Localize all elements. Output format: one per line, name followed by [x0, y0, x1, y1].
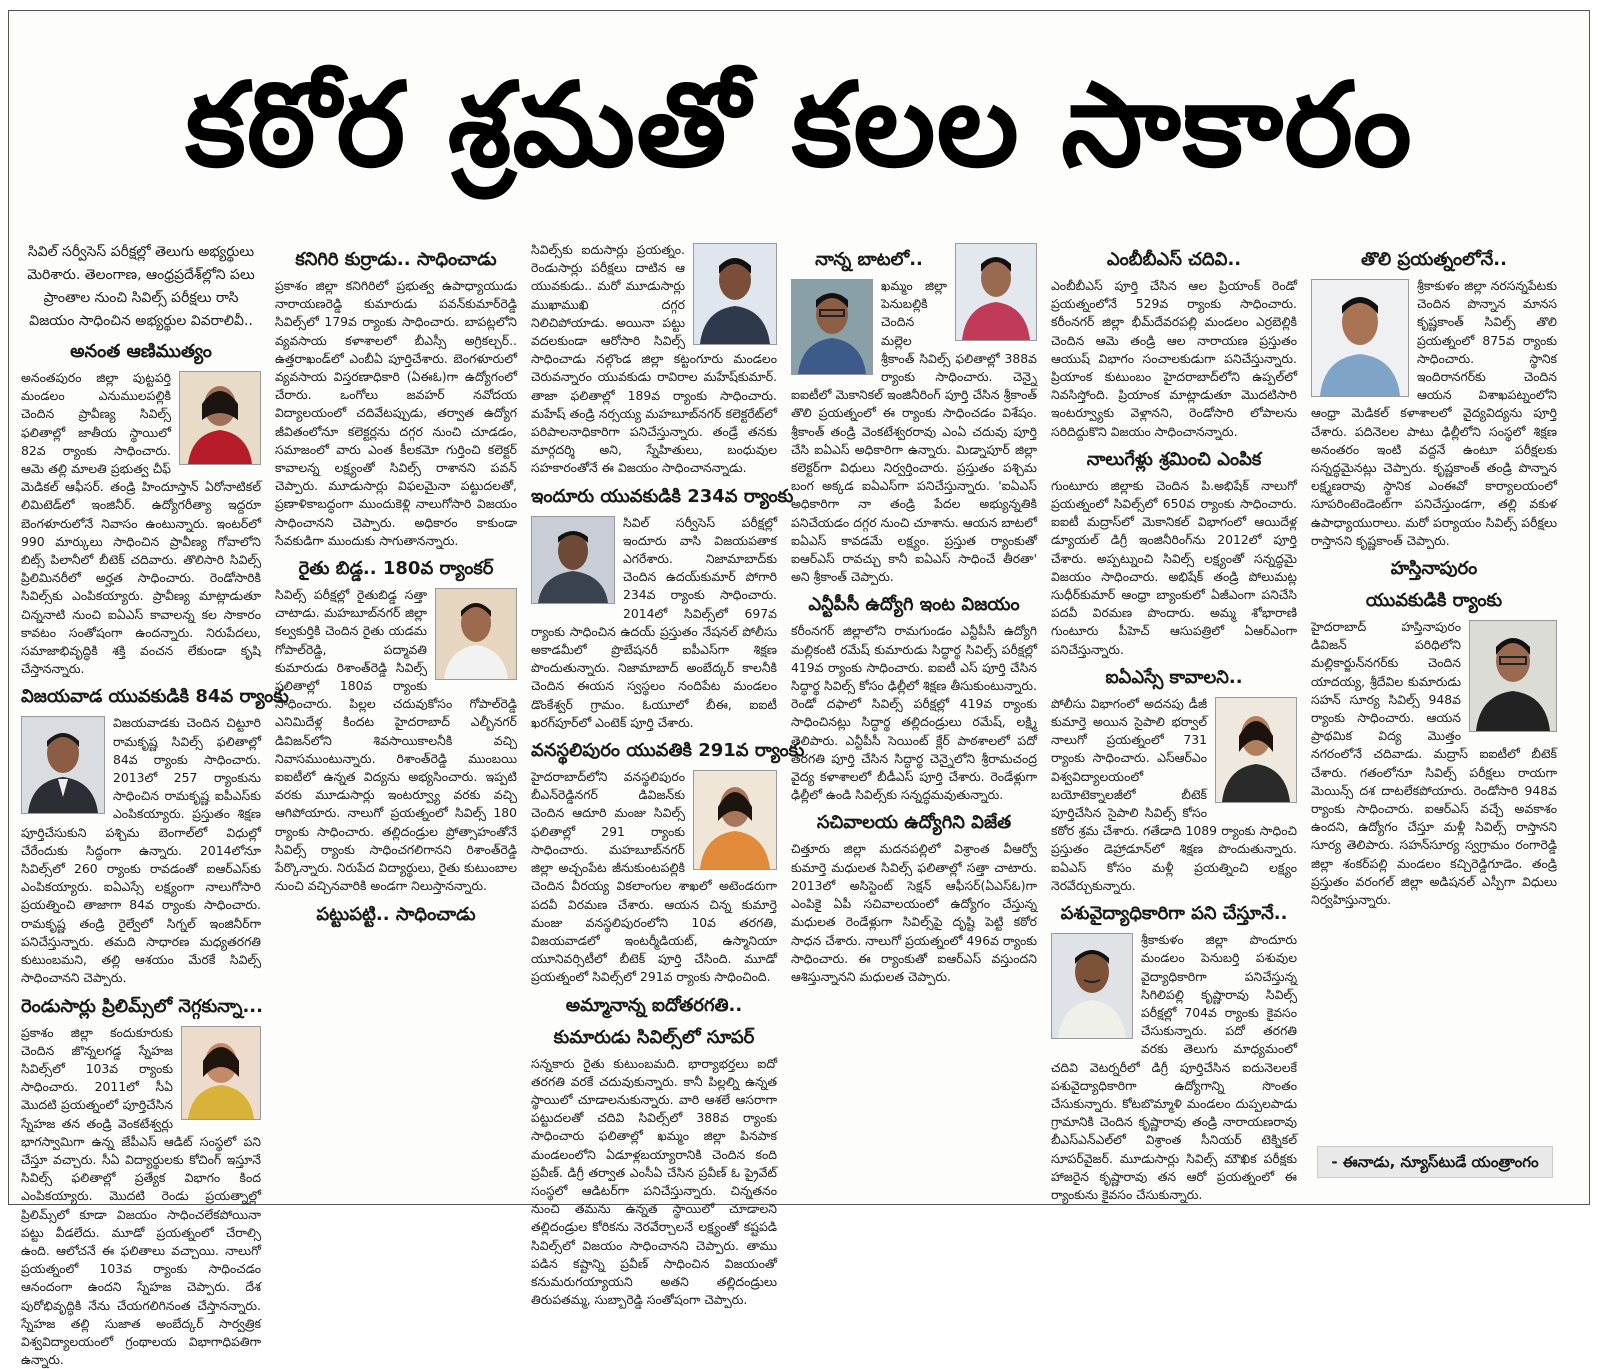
credit-line: - ఈనాడు, న్యూస్‌టుడే యంత్రాంగం — [1317, 1146, 1553, 1178]
column-5 — [1051, 241, 1297, 1201]
newspaper-page — [8, 10, 1590, 1205]
article-body: ఎంబీబీఎస్ పూర్తి చేసిన ఆల ప్రియాంక్ రెండో ప్రయత్నంలోనే 529వ ర్యాంకు సాధించారు. కరీంనగర్ జిల్లా భీమ్‌దేవరపల్లి మండలం ఎర్రబెల్లికి చెందిన ఆమె తండ్రి ఆల నారాయణ ప్రస్తుతం ఆయుష్ విభాగం సంచాలకుడుగా పనిచేస్తున్నారు. ప్రియాంక కుటుంబం హైదరాబాద్‌లోని ఉప్పల్‌లో నివసిస్తోంది. ప్రియాంక మాట్లాడుతూ మొదటిసారి ఇంటర్వ్యూకు వెళ్లానని, రెండోసారి లోపాలను సరిదిద్దుకొని విజయం సాధించానన్నారు. — [1051, 277, 1297, 441]
article-body: హైదరాబాద్ హస్తినాపురం డివిజన్ పరిధిలోని మల్లికార్జున్‌నగర్‌కు చెందిన యాదయ్య, శ్రీదేవిల కుమారుడు సహన్ సూర్య సివిల్స్ 948వ ర్యాంకు సాధించారు. ఆయన ప్రాథమిక విద్య మొత్తం నగరంలోనే చదివాడు. మద్రాస్ ఐఐటీలో బీటెక్ చేశారు. గతంలోనూ సివిల్స్ పరీక్షలు రాయగా మెయిన్స్ దశ దాటలేకపోయారు. రెండోసారి 948వ ర్యాంకు సాధించారు. ఐఆర్ఎస్ వచ్చే అవకాశం ఉందని, ఉద్యోగం చేస్తూ మళ్లీ సివిల్స్ రాస్తానని సూర్య తెలిపారు. సహన్‌సూర్య స్వగ్రామం రంగారెడ్డి జిల్లా శంకర్‌పల్లి మండలం కచ్చిరెడ్డిగూడెం. తండ్రి ప్రస్తుతం వరంగల్ జిల్లా అడిషనల్ ఎస్పీగా విధులు నిర్వహిస్తున్నారు. — [1311, 618, 1557, 909]
section-title: రెండుసార్లు ప్రిలిమ్స్‌లో నెగ్గకున్నా... — [21, 994, 261, 1020]
column-6 — [1311, 241, 1557, 1136]
section-title: రైతు బిడ్డ.. 180వ ర్యాంకర్ — [275, 556, 517, 582]
portrait-photo — [435, 588, 517, 680]
portrait-photo — [693, 243, 777, 345]
section-title: ఎన్టీపీసీ ఉద్యోగి ఇంట విజయం — [791, 592, 1037, 618]
article-body: శ్రీకాకుళం జిల్లా నరసన్నపేటకు చెందిన పొన్నాన మానస కృష్ణకాంత్ సివిల్స్ తొలి ప్రయత్నంలో 875వ ర్యాంకు సాధించారు. స్థానిక ఇందిరానగర్‌కు చెందిన ఆయన విశాఖపట్నంలోని ఆంధ్రా మెడికల్ కళాశాలలో వైద్యవిద్యను పూర్తి చేశారు. పదినెలల పాటు ఢిల్లీలోని సంస్థలో శిక్షణ అనంతరం ఇంటి వద్దనే ఉంటూ పరీక్షలకు సన్నద్ధమైనట్లు చెప్పారు. కృష్ణకాంత్ తండ్రి పొన్నాన లక్ష్మణరావు స్థానిక ఎంఈవో కార్యాలయంలో సూపరింటెండెంట్‌గా పనిచేస్తుండగా, తల్లి వకుళ ఉపాధ్యాయురాలు. మరో పర్యాయం సివిల్స్ పరీక్షలు రాస్తానని కృష్ణకాంత్ చెప్పారు. — [1311, 277, 1557, 550]
section-title: వనస్థలిపురం యువతికి 291వ ర్యాంకు — [531, 738, 777, 764]
section-title: నాన్న బాటలో.. — [791, 247, 1037, 273]
page-headline: కఠోర శ్రమతో కలల సాకారం — [9, 51, 1589, 201]
section-title: తొలి ప్రయత్నంలోనే.. — [1311, 247, 1557, 273]
column-1 — [21, 241, 261, 1201]
portrait-photo — [181, 1026, 261, 1120]
portrait-photo — [179, 371, 261, 465]
column-4 — [791, 241, 1037, 1201]
section-title: ఐఏఎస్సే కావాలని.. — [1051, 665, 1297, 691]
section-title: విజయవాడ యువకుడికి 84వ ర్యాంకు — [21, 684, 261, 710]
column-2 — [275, 241, 517, 1201]
article-body: గుంటూరు జిల్లాకు చెందిన పి.అభిషేక్ నాలుగో ప్రయత్నంలో సివిల్స్‌లో 650వ ర్యాంకు సాధించారు. ఐఐటీ మద్రాస్‌లో మెకానికల్ విభాగంలో ఆయిదేళ్ల డ్యూయల్ డిగ్రీ ఇంజినీరింగ్‌ను 2012లో పూర్తి చేశారు. అప్పట్నుంచి సివిల్స్ లక్ష్యంతో సన్నద్ధమై విజయం సాధించారు. అభిషేక్ తండ్రి పోలుమట్ల సుధీర్‌కుమార్ ఆంధ్రా బ్యాంకులో ఏజీఎంగా పనిచేసి పదవీ విరమణ పొందారు. అమ్మ శోభారాణి గుంటూరు పీహెచ్ ఆసుపత్రిలో ఏఆర్ఎంగా పనిచేస్తున్నారు. — [1051, 477, 1297, 659]
section-title: ఇందూరు యువకుడికి 234వ ర్యాంకు — [531, 484, 777, 510]
section-title: కనిగిరి కుర్రాడు.. సాధించాడు — [275, 247, 517, 273]
portrait-photo — [693, 770, 777, 870]
portrait-photo — [1215, 697, 1297, 803]
article-body: ప్రకాశం జిల్లా కందుకూరుకు చెందిన జొన్నలగడ్డ స్నేహజ సివిల్స్‌లో 103వ ర్యాంకు సాధించారు. 2011లో సీఏ మొదటి ప్రయత్నంలో పూర్తిచేసిన స్నేహజ తన తండ్రి వెంకటేశ్వర్లు భాగస్వామిగా ఉన్న జేపీఎస్ ఆడిట్ సంస్థలో పని చేస్తూ వచ్చారు. సీఏ విద్యార్థులకు కోచింగ్ ఇస్తూనే సివిల్స్ ఫలితాల్లో ప్రత్యేక విభాగం కింద ఎంపికయ్యారు. మొదటి రెండు ప్రయత్నాల్లో ప్రిలిమ్స్‌లో కూడా విజయం సాధించలేకపోయినా పట్టు వీడలేదు. మూడో ప్రయత్నంలో చేరాల్సి ఉంది. ఆలోచనే ఈ ఫలితాలు వచ్చాయి. నాలుగో ప్రయత్నంలో 103వ ర్యాంకు సాధించడం ఆనందంగా ఉందని స్నేహజ చెప్పారు. దేశ పురోభివృద్ధికి నేను చేయగలిగినంత చేస్తానన్నారు. స్నేహజ తల్లి సుజాత అంబేద్కర్ సార్వత్రిక విశ్వవిద్యాలయంలో గ్రంథాలయ విభాగాధిపతిగా ఉన్నారు. — [21, 1024, 261, 1369]
portrait-photo — [531, 516, 615, 604]
portrait-photo — [21, 716, 105, 814]
section-title: నాలుగేళ్లు శ్రమించి ఎంపిక — [1051, 447, 1297, 473]
intro-text: సివిల్ సర్వీసెస్ పరీక్షల్లో తెలుగు అభ్యర్థులు మెరిశారు. తెలంగాణ, ఆంధ్రప్రదేశ్‌ల్లోని పలు ప్రాంతాల నుంచి సివిల్స్ పరీక్షలు రాసి విజయం సాధించిన అభ్యర్థుల వివరాలివీ.. — [21, 241, 261, 333]
article-body: హైదరాబాద్‌లోని వనస్థలిపురం బీఎన్‌రెడ్డినగర్ డివిజన్‌కు చెందిన ఆదూరి మంజు సివిల్స్ ఫలితాల్లో 291 ర్యాంకు సాధించారు. మహబూబ్‌నగర్ జిల్లా అచ్చంపేట జీనుకుంటపల్లికి చెందిన వీరయ్య వికలాంగుల శాఖలో అటెండరుగా పదవీ విరమణ చేశారు. ఆయన చిన్న కుమార్తె మంజు వనస్థలిపురంలోని 10వ తరగతి, విజయవాడలో ఇంటర్మీడియట్, ఉస్మానియా యూనివర్సిటీలో బీటెక్ పూర్తి చేసింది. మూడో ప్రయత్నంలో సివిల్స్‌లో 291వ ర్యాంకు సాధించింది. — [531, 768, 777, 986]
article-body: సివిల్స్‌కు ఐదుసార్లు ప్రయత్నం. రెండుసార్లు పరీక్షలు దాటిన ఆ యువకుడు.. మరో మూడుసార్లు ముఖాముఖి దగ్గర నిలిచిపోయాడు. అయినా పట్టు వదలకుండా ఆరోసారి సివిల్స్ సాధించాడు నల్గొండ జిల్లా కట్టంగూరు మండలం చెరువన్నారం యువకుడు రావిరాల మహేష్‌కుమార్. తాజా ఫలితాల్లో 189వ ర్యాంకు సాధించారు. మహేష్ తండ్రి నర్సయ్య మహబూబ్‌నగర్ కలెక్టరేట్‌లో పరిపాలనాధికారిగా పనిచేస్తున్నారు. తండ్రే తనకు మార్గదర్శి అని, స్నేహితులు, బంధువుల సహకారంతోనే ఈ విజయం సాధించానన్నాడు. — [531, 241, 777, 478]
portrait-photo — [955, 243, 1037, 341]
article-body: కరీంనగర్ జిల్లాలోని రామగుండం ఎన్టీపీసీ ఉద్యోగి మల్లికంటి రమేష్ కుమారుడు సిద్ధార్థ సివిల్స్ పరీక్షల్లో 419వ ర్యాంకు సాధించారు. ఐఐటీ ఎస్ పూర్తి చేసిన సిద్ధార్థ సివిల్స్ కోసం ఢిల్లీలో శిక్షణ తీసుకుంటున్నారు. రెండో దఫాలో సివిల్స్ పరీక్షల్లో 419వ ర్యాంకు సాధించినట్లు సిద్ధార్థ తల్లిదండ్రులు రమేష్, లక్ష్మి తెలిపారు. ఎన్టీపీసీ సెయింట్ క్లేర్ పాఠశాలలో పదో తరగతి పూర్తి చేసిన సిద్ధార్థ చెన్నైలోని శ్రీరామచంద్ర వైద్య కళాశాలలో బీడీఎస్ పూర్తి చేశారు. రెండేళ్లుగా ఢిల్లీలో ఉండి సివిల్స్‌కు సన్నద్ధమవుతున్నారు. — [791, 622, 1037, 804]
section-title: సచివాలయ ఉద్యోగిని విజేత — [791, 810, 1037, 836]
section-title: అమ్మానాన్న ఐదోతరగతి.. — [531, 993, 777, 1019]
article-body: ఖమ్మం జిల్లా పెనుబల్లికి చెందిన మల్లెల శ్రీకాంత్ సివిల్స్ ఫలితాల్లో 388వ ర్యాంకు సాధించారు. చెన్నై ఐఐటీలో మెకానికల్ ఇంజినీరింగ్ పూర్తి చేసిన శ్రీకాంత్ తొలి ప్రయత్నంలో ఈ ర్యాంకు సాధించడం విశేషం. శ్రీకాంత్ తండ్రి వెంకటేశ్వరరావు ఎంఏ చదువు పూర్తి చేసి ఐఏఎస్ అధికారిగా ఉన్నారు. మిడ్నాపూర్ జిల్లా కలెక్టర్‌గా విధులు నిర్వర్తించారు. ప్రస్తుతం పశ్చిమ బంగ అక్కడ ఐఏఎస్‌గా పనిచేస్తున్నారు. 'ఐఏఎస్ అధికారిగా నా తండ్రి పేదల అభ్యున్నతికి పనిచేయడం దగ్గర నుంచి చూశాను. ఆయన బాటలో ఐఏఎస్ కావడమే లక్ష్యం. ప్రస్తుత ర్యాంకుతో ఐఆర్ఎస్ రావచ్చు కానీ ఐఏఎస్ సాధించే తీరతా' అని శ్రీకాంత్ చెప్పారు. — [791, 277, 1037, 586]
section-title: కుమారుడు సివిల్స్‌లో సూపర్ — [531, 1025, 777, 1051]
section-title: పట్టుపట్టి.. సాధించాడు — [275, 902, 517, 928]
section-title: అనంత ఆణిముత్యం — [21, 339, 261, 365]
article-body: సన్నకారు రైతు కుటుంబమది. భార్యాభర్తలు ఐదో తరగతి వరకే చదువుకున్నారు. కానీ పిల్లల్ని ఉన్నత స్థాయిలో చూడాలనుకున్నారు. వారి ఆశలే ఆసరాగా పట్టుదలతో చదివి సివిల్స్‌లో 388వ ర్యాంకు సాధించారు ఫలితాల్లో ఖమ్మం జిల్లా పినపాక మండలంలోని ఏడూళ్లబయ్యారానికి చెందిన కంది ప్రవీణ్. డిగ్రీ తర్వాత ఎంసీఏ చేసిన ప్రవీణ్ ఓ ప్రైవేట్ సంస్థలో ఆడిటర్‌గా పనిచేస్తున్నారు. చిన్నతనం నుంచి తమను ఉన్నత స్థాయిలో చూడాలని తల్లిదండ్రుల కోరికను నెరవేర్చాలనే లక్ష్యంతో కష్టపడి సివిల్స్‌లో విజయం సాధించానని చెప్పారు. తాము పడిన కష్టాన్ని ప్రవీణ్ సాధించిన విజయంతో కనుమరుగయ్యాయని అతని తల్లిదండ్రులు తిరుపతమ్మ, సుబ్బారెడ్డి సంతోషంగా చెప్పారు. — [531, 1055, 777, 1310]
article-body: సివిల్స్ పరీక్షల్లో రైతుబిడ్డ సత్తా చాటాడు. మహబూబ్‌నగర్ జిల్లా కల్వకుర్తికి చెందిన రైతు యడమ గోపాల్‌రెడ్డి, పద్మావతి కుమారుడు రిశాంత్‌రెడ్డి సివిల్స్ ఫలితాల్లో 180వ ర్యాంకు సాధించారు. పిల్లల చదువుకోసం గోపాల్‌రెడ్డి ఎనిమిదేళ్ల కిందట హైదరాబాద్ ఎల్బీనగర్ డివిజన్‌లోని శివసాయికాలనీకి వచ్చి నివాసముంటున్నారు. రిశాంత్‌రెడ్డి ముంబయి ఐఐటీలో ఉన్నత విద్యను అభ్యసించారు. ఇప్పటి వరకు మూడుసార్లు ఇంటర్వ్యూ వరకు వచ్చి ఆగిపోయారు. నాలుగో ప్రయత్నంలో సివిల్స్ 180 ర్యాంకు సాధించారు. తల్లిదండ్రుల ప్రోత్సాహంతోనే సివిల్స్ ర్యాంకు సాధించగలిగానని రిశాంత్‌రెడ్డి పేర్కొన్నారు. నిరుపేద విద్యార్థులు, రైతు కుటుంబాల నుంచి వచ్చినవారికి అండగా నిలుస్తానన్నారు. — [275, 586, 517, 895]
article-body: అనంతపురం జిల్లా పుట్టపర్తి మండలం ఎనుములపల్లికి చెందిన ప్రావీణ్య సివిల్స్ ఫలితాల్లో జాతీయ స్థాయిలో 82వ ర్యాంకు సాధించారు. ఆమె తల్లి మాలతి ప్రభుత్వ చీఫ్ మెడికల్ ఆఫీసర్. తండ్రి హిందూస్తాన్ ఏరోనాటికల్ లిమిటెడ్‌లో ఇంజినీర్. ఉద్యోగరీత్యా ఇద్దరూ బెంగళూరులోనే నివాసం ఉంటున్నారు. ఇంటర్‌లో 990 మార్కులు సాధించిన ప్రావీణ్య గోవాలోని బిట్స్ పిలానీలో బీటెక్ చదివారు. తొలిసారి సివిల్స్ ప్రిలిమినరీలో అర్హత సాధించారు. రెండోసారికి సివిల్స్‌కు ఎంపికయ్యారు. ప్రావీణ్య మాట్లాడుతూ చిన్ననాటి నుంచి ఐఏఎస్ కావాలన్న కల సాకారం కావటం సంతోషంగా ఉందన్నారు. నిరుపేదలు, సమాజాభివృద్ధికి శక్తి వంచన లేకుండా కృషి చేస్తానన్నారు. — [21, 369, 261, 678]
article-body: ప్రకాశం జిల్లా కనిగిరిలో ప్రభుత్వ ఉపాధ్యాయుడు నారాయణరెడ్డి కుమారుడు పవన్‌కుమార్‌రెడ్డి సివిల్స్‌లో 179వ ర్యాంకు సాధించారు. బాపట్లలోని వ్యవసాయ కళాశాలలో బీఎస్సీ అగ్రికల్చర్.. ఉత్తరాఖండ్‌లో ఎంబీఏ పూర్తిచేశారు. బెంగళూరులో వ్యవసాయ విస్తరణాధికారి (ఏఈఓ)గా ఉద్యోగంలో చేరారు. ఒంగోలు జవహర్ నవోదయ విద్యాలయంలో చదివేటప్పుడు, తర్వాత ఉద్యోగ జీవితంలోనూ కలెక్టర్లను దగ్గర నుంచి చూడడం, సమాజంలో వారు ఎంత కీలకమో గుర్తించి కలెక్టర్ కావాలన్న లక్ష్యంతో సివిల్స్ రాశానని పవన్ చెప్పారు. మూడుసార్లు విఫలమైనా పట్టుదలతో, ప్రణాళికాబద్ధంగా ముందుకెళ్లి నాలుగోసారి విజయం సాధించానని చెప్పారు. అధికారం కాకుండా సేవకుడిగా ముందుకు సాగుతానన్నారు. — [275, 277, 517, 550]
article-body: శ్రీకాకుళం జిల్లా పొందూరు మండలం పెనుబర్తి పశువుల వైద్యాధికారిగా పనిచేస్తున్న సిగిలిపల్లి కృష్ణారావు సివిల్స్ పరీక్షల్లో 704వ ర్యాంకు కైవసం చేసుకున్నారు. పదో తరగతి వరకు తెలుగు మాధ్యమంలో చదివి వెటర్నరీలో డిగ్రీ పూర్తిచేసిన ఐదునెలలకే పశువైద్యాధికారిగా ఉద్యోగాన్ని సొంతం చేసుకున్నారు. కోటబొమ్మాళి మండలం దుప్పలపాడు గ్రామానికి చెందిన కృష్ణారావు తండ్రి నారాయణరావు బీఎస్ఎన్ఎల్‌లో విశ్రాంత సీనియర్ టెక్నికల్ సూపర్‌వైజర్. మూడుసార్లు సివిల్స్ మౌఖిక పరీక్షకు హాజరైన కృష్ణారావు తన ఆరో ప్రయత్నంలో ఈ ర్యాంకును కైవసం చేసుకున్నారు. — [1051, 931, 1297, 1204]
section-title: హస్తినాపురం — [1311, 556, 1557, 582]
portrait-photo — [1469, 620, 1557, 732]
portrait-photo — [1051, 933, 1133, 1039]
section-title: పశువైద్యాధికారిగా పని చేస్తూనే.. — [1051, 901, 1297, 927]
section-title: ఎంబీబీఎస్ చదివి.. — [1051, 247, 1297, 273]
article-body: విజయవాడకు చెందిన చిట్టూరి రామకృష్ణ సివిల్స్ ఫలితాల్లో 84వ ర్యాంకు సాధించారు. 2013లో 257 ర్యాంకును సాధించిన రామకృష్ణ ఐపీఎస్‌కు ఎంపికయ్యారు. ప్రస్తుతం శిక్షణ పూర్తిచేసుకుని పశ్చిమ బెంగాల్‌లో విధుల్లో చేరేందుకు సిద్ధంగా ఉన్నారు. 2014లోనూ సివిల్స్‌లో 260 ర్యాంకు రావడంతో ఐఆర్ఎస్‌కు ఎంపికయ్యారు. ఐఏఎస్సే లక్ష్యంగా నాలుగోసారి ప్రయత్నించి తాజాగా 84వ ర్యాంకు సాధించారు. రామకృష్ణ తండ్రి రైల్వేలో సిగ్నల్ ఇంజినీర్‌గా పనిచేస్తున్నారు. తమది సాధారణ మధ్యతరగతి కుటుంబమని, తల్లి ఆశయం మేరకే సివిల్స్ సాధించానని చెప్పారు. — [21, 714, 261, 987]
section-title: యువకుడికి ర్యాంకు — [1311, 588, 1557, 614]
article-body: చిత్తూరు జిల్లా మదనపల్లిలో విశ్రాంత వీఆర్వో కుమార్తె మధులత సివిల్స్ ఫలితాల్లో సత్తా చాటారు. 2013లో అసిస్టెంట్ సెక్షన్ ఆఫీసర్(ఏఎస్ఓ)గా ఎంపికై ఏపీ సచివాలయంలో ఉద్యోగం చేస్తున్న మధులత రెండేళ్లుగా సివిల్స్‌పై దృష్టి పెట్టి కఠోర సాధన చేశారు. నాలుగో ప్రయత్నంలో 496వ ర్యాంకు సాధించారు. ఈ ర్యాంకుతో ఐఆర్ఎస్ వస్తుందని ఆశిస్తున్నానని మధులత చెప్పారు. — [791, 840, 1037, 986]
article-body: పోలీసు విభాగంలో అదనపు డీజీ కుమార్తె అయిన సైపాలి భర్వాల్ నాలుగో ప్రయత్నంలో 731 ర్యాంకు సాధించారు. ఎస్ఆర్ఎం విశ్వవిద్యాలయంలో బయోటెక్నాలజీలో బీటెక్ పూర్తిచేసిన సైపాలి సివిల్స్ కోసం కఠోర శ్రమ చేశారు. గతేడాది 1089 ర్యాంకు సాధించి ప్రస్తుతం డెహ్రాడూన్‌లో శిక్షణ పొందుతున్నారు. ఐఏఎస్ కోసం మళ్లీ ప్రయత్నించి లక్ష్యం నెరవేర్చుకున్నారు. — [1051, 695, 1297, 895]
portrait-photo — [1311, 279, 1409, 397]
column-3 — [531, 241, 777, 1201]
article-body: సివిల్ సర్వీసెస్ పరీక్షల్లో ఇందూరు వాసి విజయపతాక ఎగరేశారు. నిజామాబాద్‌కు చెందిన ఉదయ్‌కుమార్ పోగారి 234వ ర్యాంకు సాధించారు. 2014లో సివిల్స్‌లో 697వ ర్యాంకు సాధించిన ఉదయ్ ప్రస్తుతం నేషనల్ పోలీసు అకాడమీలో ప్రొబేషనరీ ఐపీఎస్‌గా శిక్షణ పొందుతున్నారు. నిజామాబాద్ అంబేద్కర్ కాలనీకి చెందిన ఈయన స్వస్థలం నందిపేట మండలం డొంకేశ్వర్ గ్రామం. ఓయూలో బీఈ, ఐఐటీ ఖరగ్‌పూర్‌లో ఎంటెక్ పూర్తి చేశారు. — [531, 514, 777, 732]
portrait-photo — [791, 279, 873, 375]
